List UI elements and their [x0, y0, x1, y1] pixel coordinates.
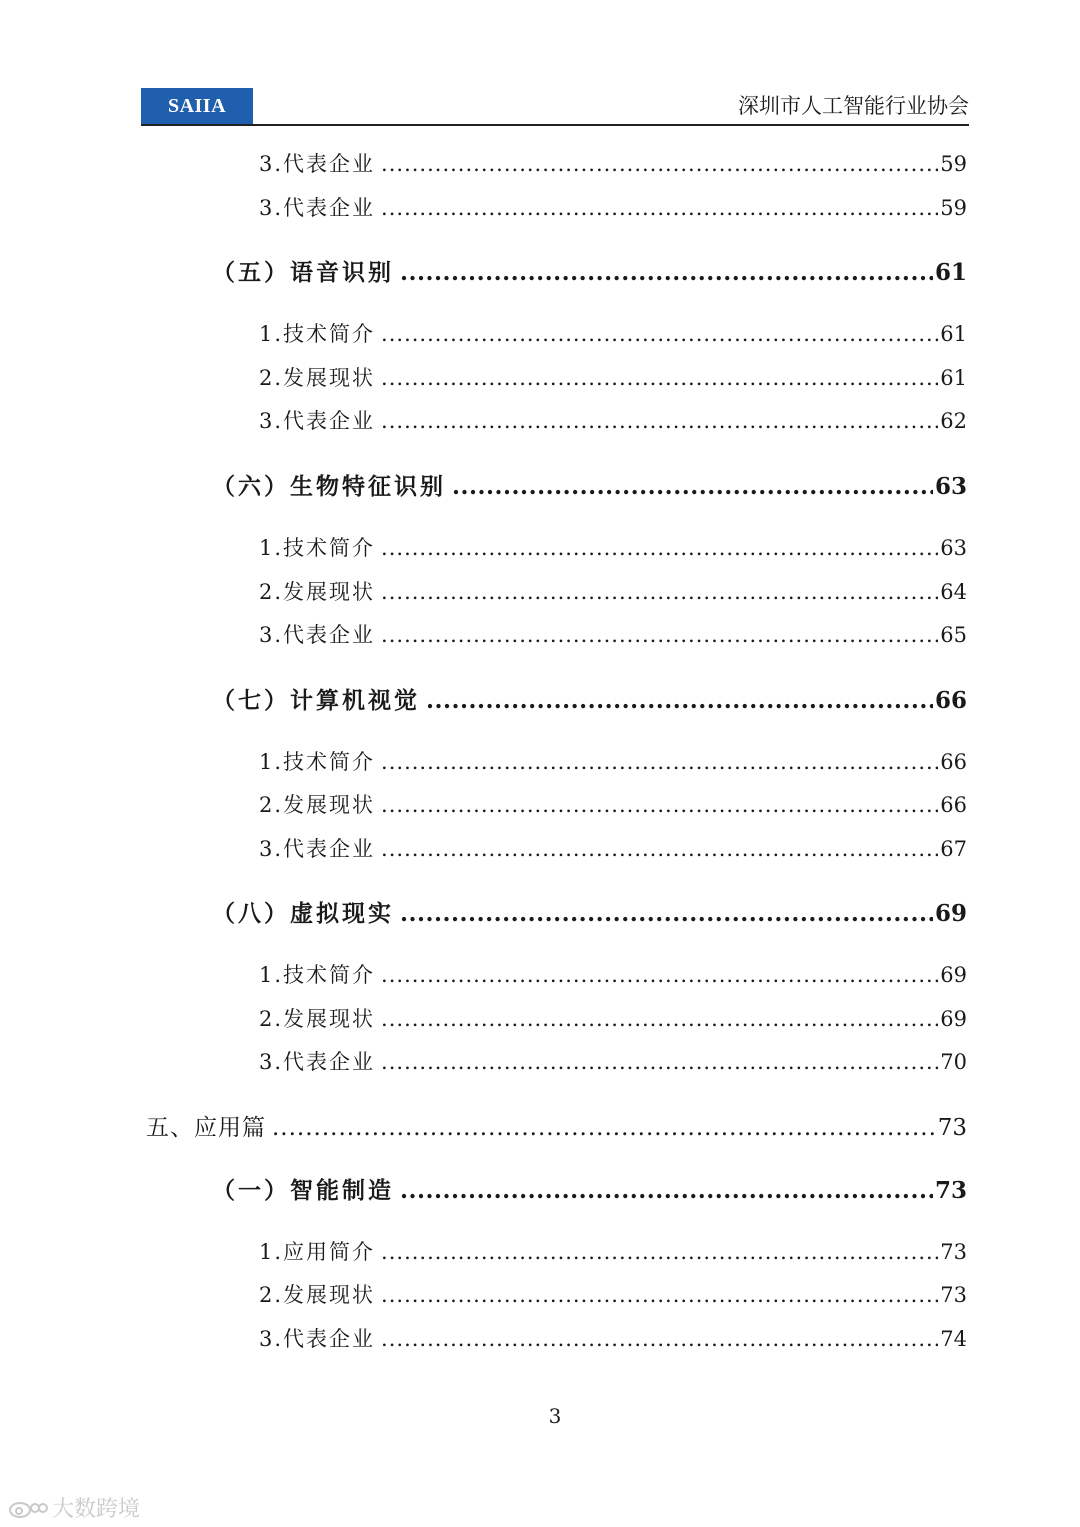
toc-section-label: （六）生物特征识别 [212, 473, 446, 500]
toc-entry-label: 2.发展现状 [259, 793, 376, 817]
toc-entry-label: 3.代表企业 [259, 152, 376, 176]
toc-section-label: （七）计算机视觉 [212, 687, 420, 714]
dot-leader [381, 580, 938, 604]
toc-entry-page: 66 [940, 750, 967, 774]
toc-entry-label: 3.代表企业 [259, 196, 376, 220]
toc-entry-page: 59 [940, 152, 967, 176]
dot-leader [381, 837, 938, 861]
toc-entry-label: 1.技术简介 [259, 963, 376, 987]
toc-entry-page: 63 [940, 536, 967, 560]
toc-entry[interactable] [259, 833, 967, 863]
toc-entry-label: 3.代表企业 [259, 623, 376, 647]
toc-chapter-label: 五、应用篇 [146, 1115, 266, 1141]
toc-entry-page: 62 [940, 409, 967, 433]
toc-section-page: 73 [934, 1177, 967, 1204]
saiia-badge: SAIIA [141, 88, 253, 124]
toc-entry-label: 1.技术简介 [259, 322, 376, 346]
dot-leader [381, 963, 938, 987]
header-divider [141, 124, 969, 126]
dot-leader [381, 322, 938, 346]
toc-section-entry[interactable] [212, 682, 967, 715]
toc-section-entry[interactable] [212, 1172, 967, 1205]
dot-leader [400, 259, 933, 286]
toc-section-page: 66 [934, 687, 967, 714]
dot-leader [381, 750, 938, 774]
toc-entry-label: 2.发展现状 [259, 580, 376, 604]
toc-entry-label: 1.应用简介 [259, 1240, 376, 1264]
toc-entry-page: 64 [940, 580, 967, 604]
toc-entry-page: 70 [940, 1050, 967, 1074]
dot-leader [381, 623, 938, 647]
toc-entry-label: 3.代表企业 [259, 837, 376, 861]
dot-leader [381, 196, 938, 220]
dot-leader [381, 1007, 938, 1031]
toc-entry[interactable] [259, 619, 967, 649]
toc-entry-page: 74 [940, 1327, 967, 1351]
dot-leader [381, 152, 938, 176]
toc-section-entry[interactable] [212, 895, 967, 928]
dot-leader [400, 900, 933, 927]
toc-entry[interactable] [259, 192, 967, 222]
dot-leader [272, 1115, 936, 1141]
toc-entry-label: 2.发展现状 [259, 1007, 376, 1031]
dot-leader [381, 1240, 938, 1264]
toc-entry-page: 61 [940, 322, 967, 346]
toc-entry-page: 65 [940, 623, 967, 647]
toc-entry-label: 1.技术简介 [259, 536, 376, 560]
dot-leader [381, 366, 938, 390]
toc-entry-page: 69 [940, 1007, 967, 1031]
toc-chapter-entry[interactable] [146, 1109, 967, 1142]
toc-entry[interactable] [259, 1323, 967, 1353]
toc-entry-label: 2.发展现状 [259, 366, 376, 390]
toc-entry[interactable] [259, 362, 967, 392]
page-number: 3 [548, 1404, 562, 1428]
toc-section-entry[interactable] [212, 254, 967, 287]
toc-entry[interactable] [259, 789, 967, 819]
toc-entry[interactable] [259, 1046, 967, 1076]
toc-entry-label: 3.代表企业 [259, 1050, 376, 1074]
toc-section-page: 61 [934, 259, 967, 286]
dot-leader [381, 1283, 938, 1307]
dot-leader [400, 1177, 933, 1204]
toc-chapter-page: 73 [937, 1115, 967, 1141]
dot-leader [426, 687, 933, 714]
toc-section-label: （八）虚拟现实 [212, 900, 394, 927]
dot-leader [381, 536, 938, 560]
toc-entry-label: 2.发展现状 [259, 1283, 376, 1307]
weibo-logo-icon [8, 1497, 48, 1519]
toc-section-label: （五）语音识别 [212, 259, 394, 286]
toc-entry[interactable] [259, 148, 967, 178]
toc-entry[interactable] [259, 405, 967, 435]
toc-entry[interactable] [259, 576, 967, 606]
toc-section-entry[interactable] [212, 468, 967, 501]
page-header [141, 88, 969, 126]
toc-section-page: 69 [934, 900, 967, 927]
toc-entry-page: 61 [940, 366, 967, 390]
toc-section-page: 63 [934, 473, 967, 500]
toc-section-label: （一）智能制造 [212, 1177, 394, 1204]
dot-leader [381, 1327, 938, 1351]
toc-entry[interactable] [259, 1236, 967, 1266]
toc-entry-page: 69 [940, 963, 967, 987]
toc-entry[interactable] [259, 746, 967, 776]
toc-entry[interactable] [259, 1279, 967, 1309]
toc-entry-page: 66 [940, 793, 967, 817]
toc-entry[interactable] [259, 959, 967, 989]
dot-leader [452, 473, 933, 500]
dot-leader [381, 1050, 938, 1074]
watermark-text: 大数跨境 [52, 1497, 141, 1522]
dot-leader [381, 793, 938, 817]
organization-name: 深圳市人工智能行业协会 [738, 94, 969, 118]
watermark [8, 1492, 140, 1523]
toc-entry-page: 59 [940, 196, 967, 220]
toc-entry-page: 73 [940, 1240, 967, 1264]
toc-entry-label: 1.技术简介 [259, 750, 376, 774]
toc-entry-page: 67 [940, 837, 967, 861]
toc-entry[interactable] [259, 318, 967, 348]
toc-entry-label: 3.代表企业 [259, 409, 376, 433]
toc-entry-label: 3.代表企业 [259, 1327, 376, 1351]
toc-entry-page: 73 [940, 1283, 967, 1307]
toc-entry[interactable] [259, 1003, 967, 1033]
toc-entry[interactable] [259, 532, 967, 562]
dot-leader [381, 409, 938, 433]
